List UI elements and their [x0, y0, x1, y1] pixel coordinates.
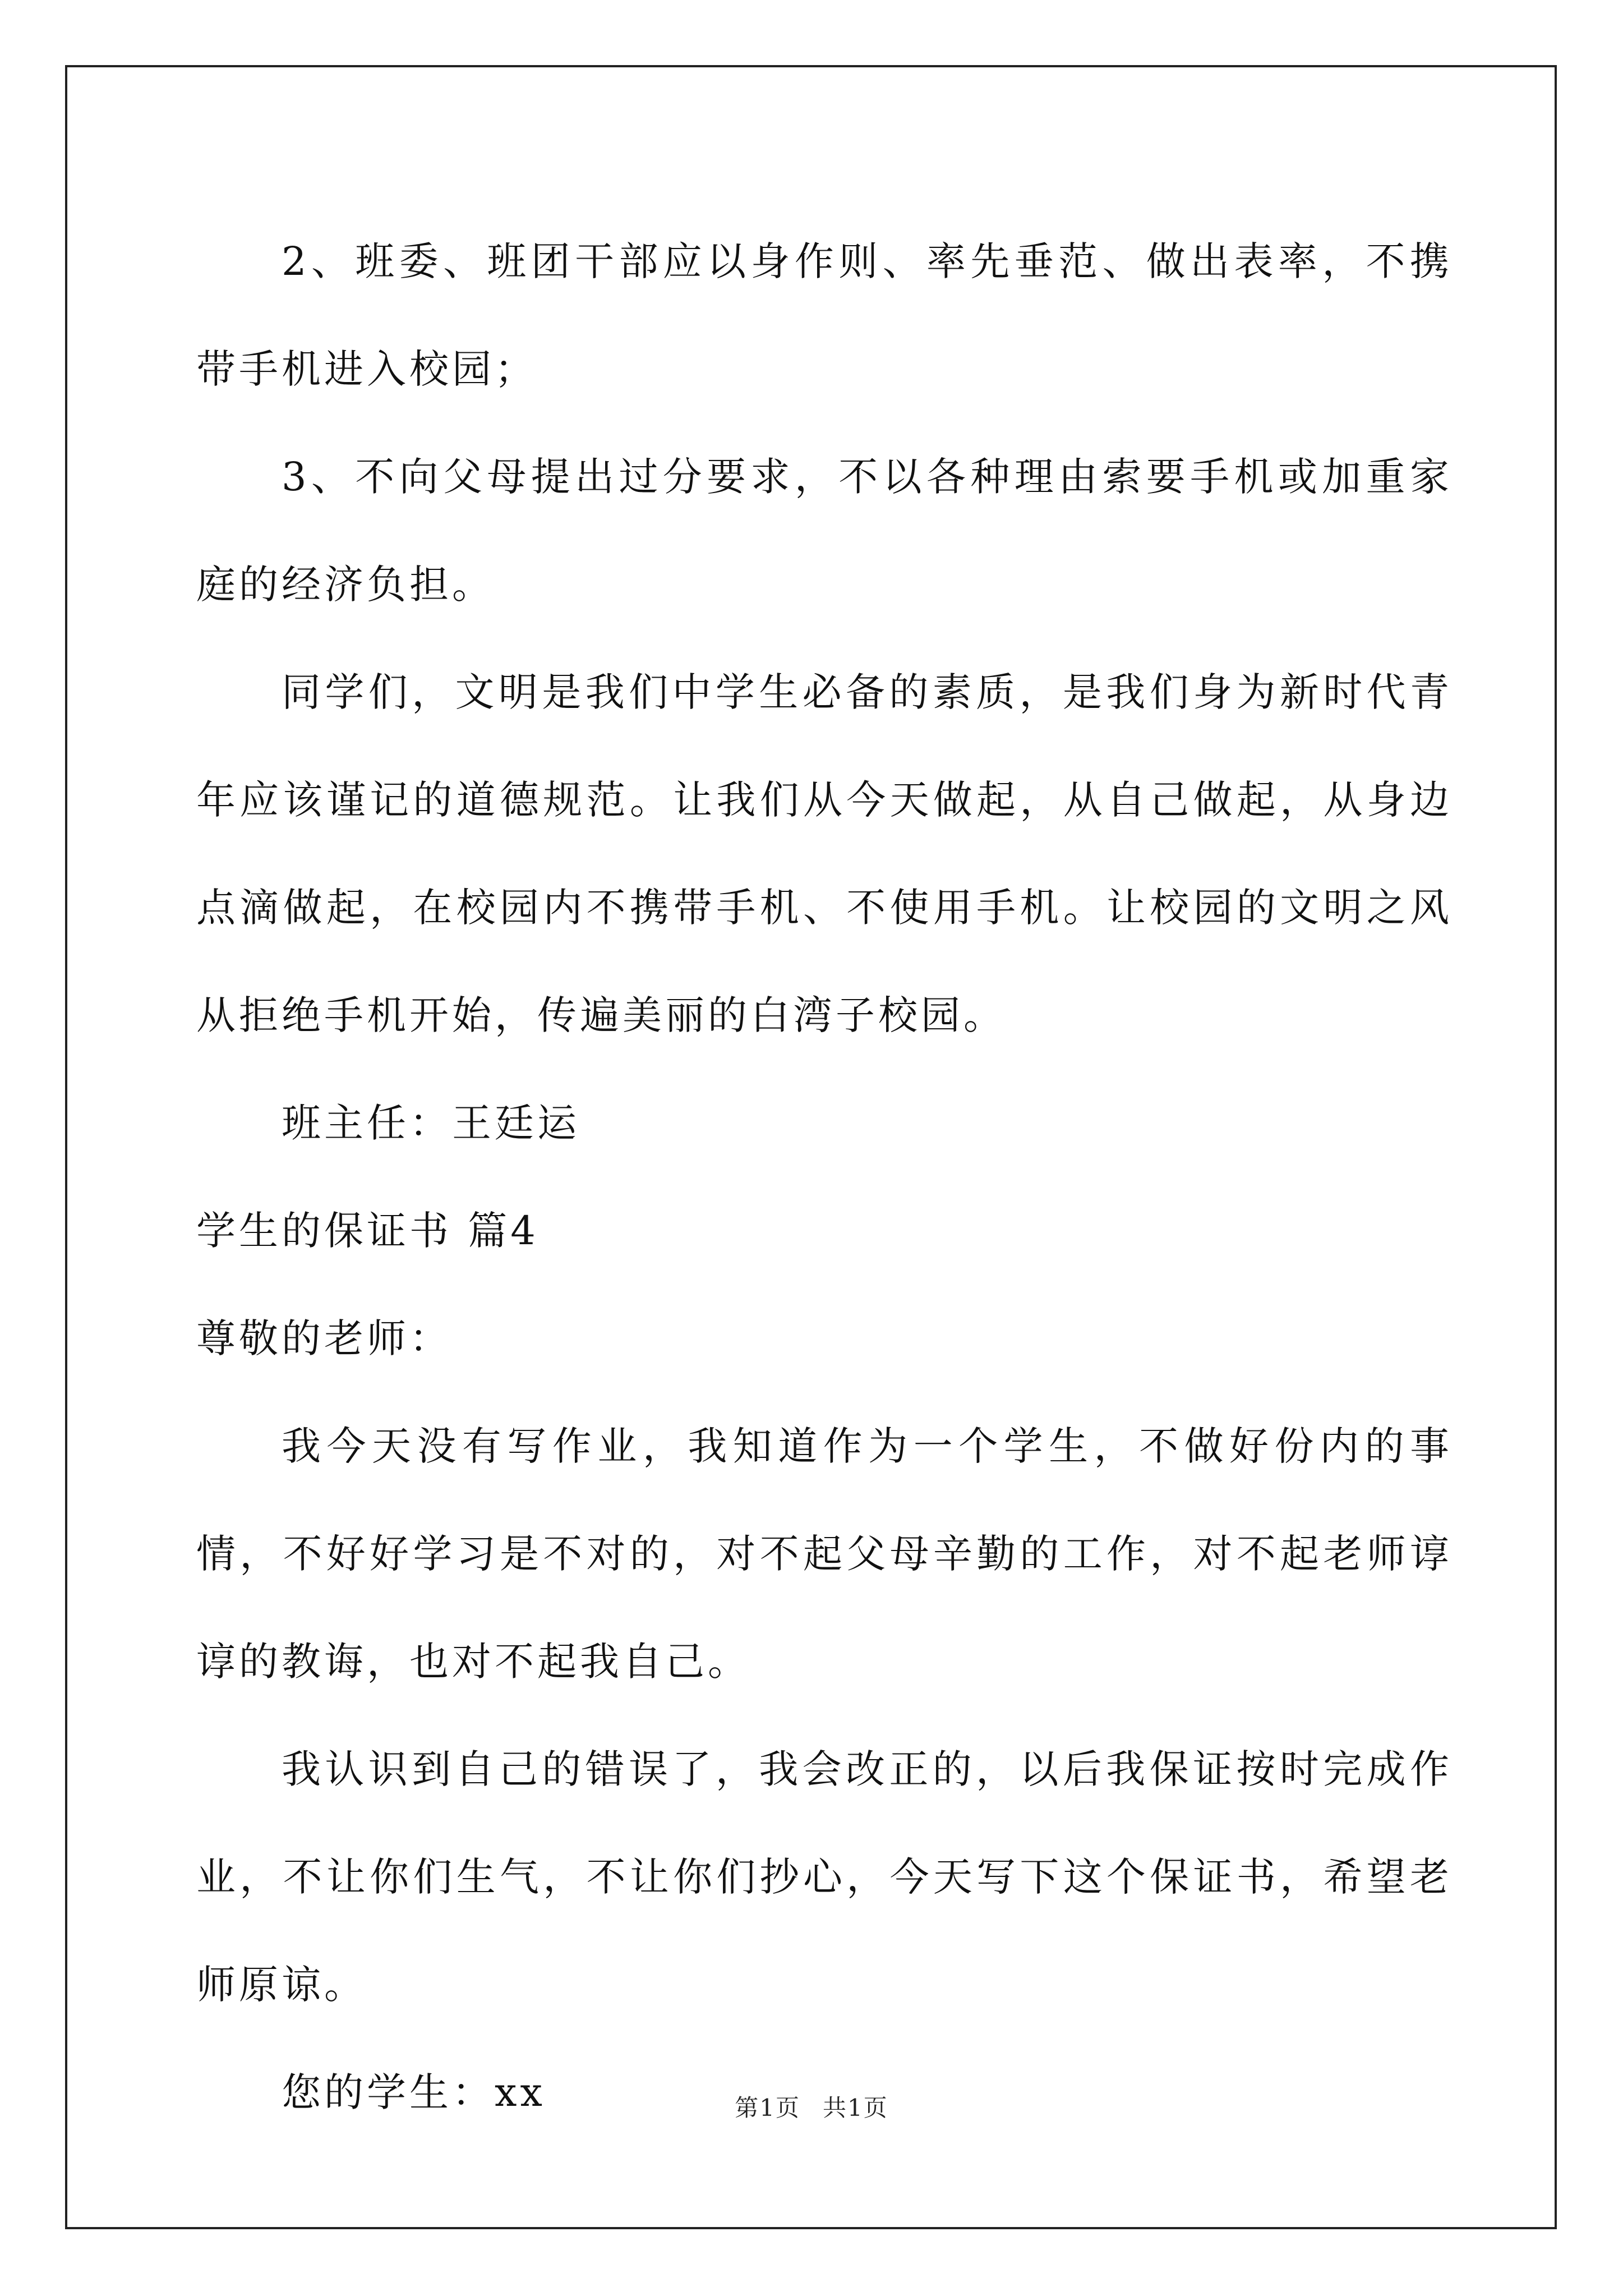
section-heading: 学生的保证书 篇4	[196, 1208, 539, 1254]
signature-student: 您的学生：xx	[282, 2069, 546, 2115]
paragraph-apology: 我今天没有写作业，我知道作为一个学生，不做好份内的事情，不好好学习是不对的，对不起父母辛勤的工作，对不起老师谆谆的教诲，也对不起我自己。	[196, 1423, 1453, 1685]
page-number: 第1页	[735, 2094, 800, 2122]
document-body	[196, 208, 1453, 2146]
paragraph-item-3: 3、不向父母提出过分要求，不以各种理由索要手机或加重家庭的经济负担。	[196, 454, 1453, 608]
page-footer	[0, 2090, 1623, 2123]
salutation: 尊敬的老师：	[196, 1315, 452, 1361]
signature-head-teacher: 班主任：王廷运	[282, 1100, 580, 1146]
paragraph-promise: 我认识到自己的错误了，我会改正的，以后我保证按时完成作业，不让你们生气，不让你们抄心，今天写下这个保证书，希望老师原谅。	[196, 1746, 1453, 2008]
page-count: 共1页	[823, 2094, 888, 2122]
paragraph-classmates: 同学们，文明是我们中学生必备的素质，是我们身为新时代青年应该谨记的道德规范。让我们从今天做起，从自己做起，从身边点滴做起，在校园内不携带手机、不使用手机。让校园的文明之风从拒绝手机开始，传遍美丽的白湾子校园。	[196, 669, 1453, 1038]
paragraph-item-2: 2、班委、班团干部应以身作则、率先垂范、做出表率，不携带手机进入校园；	[196, 238, 1453, 392]
